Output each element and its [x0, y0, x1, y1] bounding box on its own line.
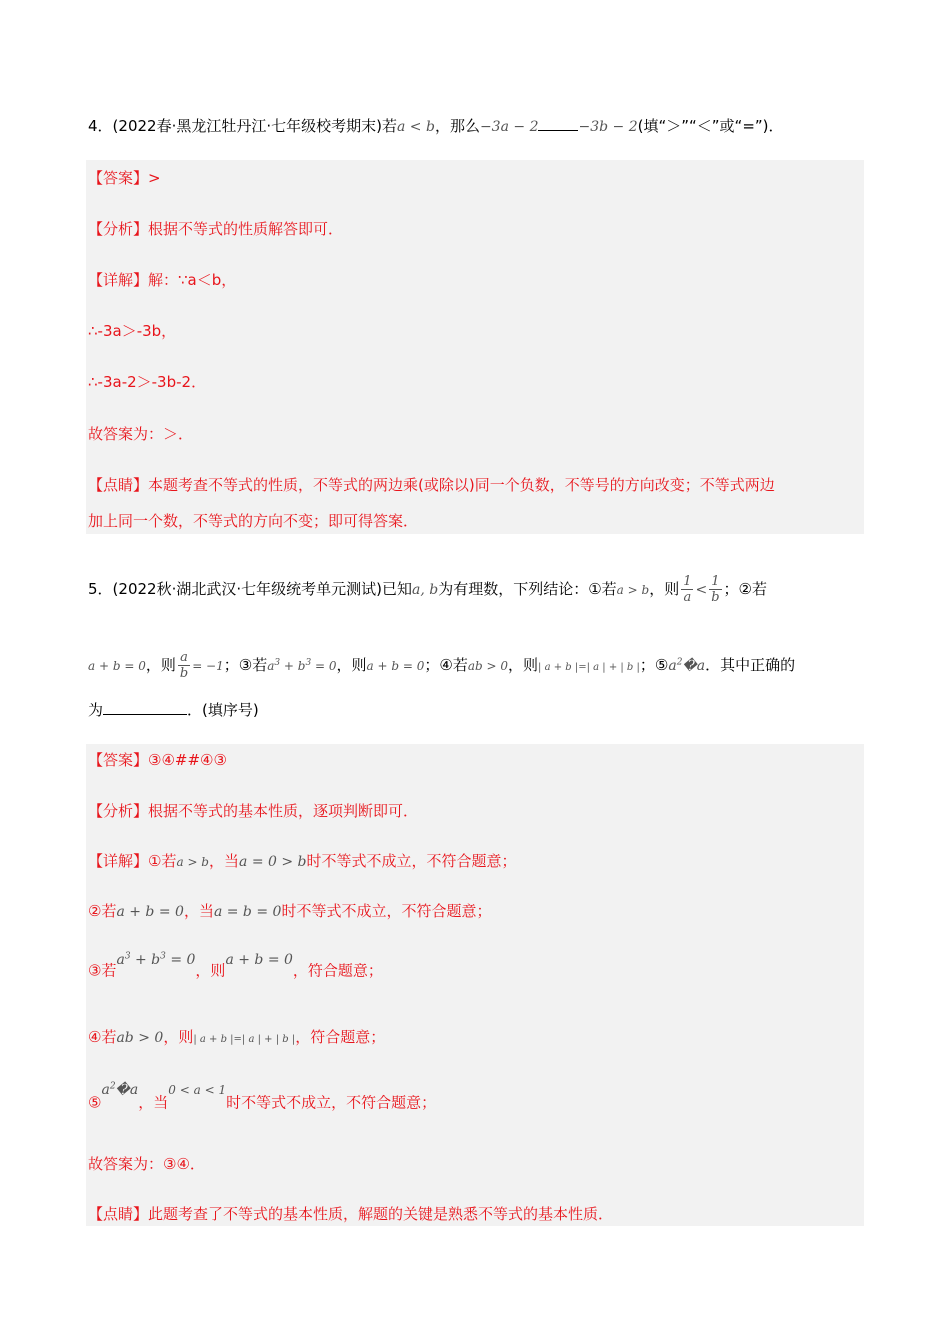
q5-d5c: a	[101, 1081, 110, 1098]
q5-frac-ab-num: a	[178, 650, 190, 666]
q4-detail-label: 【详解】	[88, 271, 149, 289]
q5-sep4: ；④若	[424, 656, 468, 674]
q5-detail-label: 【详解】	[88, 852, 149, 870]
q5-d3a: ③若	[88, 961, 117, 980]
q5-detail-2	[88, 901, 491, 922]
q5-frac-1b-num: 1	[709, 574, 721, 590]
q5-line2-end: ．其中正确的	[705, 656, 796, 674]
q5-d5f: 时不等式不成立，不符合题意；	[226, 1093, 437, 1112]
q5-c2: a + b = 0	[88, 659, 146, 673]
q5-detail-6: 故答案为：③④．	[88, 1155, 205, 1173]
q5-d3f: ，符合题意；	[292, 961, 383, 980]
q5-question-line3	[88, 700, 259, 720]
q5-number: 5．	[88, 580, 113, 598]
q5-detail-5	[88, 1081, 437, 1114]
q5-c3r: a + b = 0	[366, 659, 425, 673]
q5-analysis	[88, 801, 418, 821]
q5-then4: ，则	[508, 656, 539, 674]
q5-c5a: a	[668, 658, 677, 674]
q5-d1b: ，当	[209, 852, 240, 870]
q5-d5a: ⑤	[88, 1093, 102, 1112]
q5-question-line2	[88, 650, 795, 681]
q5-d3b: ，则	[195, 961, 226, 980]
q5-answer-blank	[103, 700, 187, 715]
q5-c3a: a	[267, 659, 275, 673]
q5-c5-symbol: �	[682, 658, 697, 674]
q5-then1: ，则	[649, 580, 680, 598]
q4-detail	[88, 270, 236, 290]
q5-d2c: a + b = 0	[116, 904, 184, 920]
q4-detail-2: ∴-3a＞-3b，	[88, 322, 177, 340]
q5-c3	[267, 659, 336, 673]
q5-answer-label: 【答案】	[88, 751, 149, 769]
q5-sep3: ；③若	[223, 656, 268, 674]
q5-analysis-label: 【分析】	[88, 802, 149, 820]
q5-then3: ，则	[336, 656, 367, 674]
q4-detail-4: 故答案为：＞．	[88, 425, 194, 443]
q5-d4f: ，符合题意；	[295, 1028, 386, 1046]
q4-instruction: (填“＞”“＜”或“=”)．	[637, 117, 784, 135]
q5-frac-1a-den: a	[683, 590, 692, 605]
q4-source: (2022春·黑龙江牡丹江·七年级校考期末)	[112, 117, 382, 135]
q5-d5r: 0 < a < 1	[168, 1082, 227, 1097]
q5-c4: ab > 0	[467, 659, 508, 673]
q5-comment-text: 此题考查了不等式的基本性质，解题的关键是熟悉不等式的基本性质．	[148, 1205, 614, 1223]
q5-lt: <	[695, 582, 708, 598]
q5-text-known: 已知	[381, 580, 412, 598]
q5-analysis-text: 根据不等式的基本性质，逐项判断即可．	[148, 802, 419, 820]
q4-comment-label: 【点睛】	[88, 476, 149, 494]
q4-condition: a < b	[396, 119, 435, 135]
q5-d2e: a = b = 0	[213, 904, 282, 920]
q5-c3c: = 0	[311, 659, 337, 673]
q4-answer	[88, 168, 161, 188]
q5-c3-exp1: 3	[274, 658, 281, 668]
q5-c3-exp2: 3	[305, 658, 312, 668]
q4-comment-1: 本题考查不等式的性质，不等式的两边乘(或除以)同一个负数，不等号的方向改变；不等式两边	[148, 476, 775, 494]
q5-d4c: ab > 0	[116, 1030, 164, 1046]
q5-d3-expr	[116, 952, 195, 968]
q5-d4a: ④若	[88, 1028, 117, 1046]
q5-source: (2022秋·湖北武汉·七年级统考单元测试)	[112, 580, 382, 598]
q4-comment	[88, 475, 775, 495]
q5-d4b: ，则	[163, 1028, 194, 1046]
q4-left-expr: −3a − 2	[479, 119, 539, 135]
q4-detail-1: 解：∵a＜b，	[148, 271, 237, 289]
q5-frac-1a-num: 1	[683, 574, 692, 589]
q5-detail-4	[88, 1027, 385, 1050]
q5-fill-instruction: ．(填序号)	[187, 701, 259, 719]
q5-d3d: + b	[130, 951, 161, 968]
q4-then: ，那么	[434, 117, 480, 135]
q5-c3b: + b	[280, 659, 306, 673]
q4-answer-blank	[538, 116, 578, 131]
q5-c4r: | a + b |=| a | + | b |	[538, 662, 640, 673]
q5-frac-1b	[709, 574, 721, 605]
q5-d2b: ，当	[183, 902, 214, 920]
q5-c1: a > b	[616, 583, 650, 597]
q5-d5-expr	[101, 1082, 138, 1098]
q5-detail-3	[88, 951, 383, 982]
q5-detail-1	[88, 851, 517, 872]
q5-then2: ，则	[145, 656, 176, 674]
q5-d4r: | a + b |=| a | + | b |	[193, 1034, 296, 1045]
q4-analysis	[88, 219, 343, 239]
q5-sep2: ；②若	[723, 580, 767, 598]
q5-answer-value: ③④##④③	[148, 751, 227, 769]
q5-d5b: ，当	[138, 1093, 169, 1112]
q5-d1f: 时不等式不成立，不符合题意；	[306, 852, 517, 870]
q4-detail-3: ∴-3a-2＞-3b-2．	[88, 373, 207, 391]
q5-ab: a, b	[411, 582, 439, 598]
q5-question-line1	[88, 574, 767, 605]
q5-wei: 为	[88, 701, 104, 719]
q5-d5-exp: 2	[109, 1081, 116, 1091]
q5-frac-ab	[178, 650, 190, 681]
q5-c2r: = −1	[192, 659, 224, 673]
q4-number: 4．	[88, 117, 113, 135]
q5-d3c: a	[116, 951, 125, 968]
q5-c5	[668, 658, 705, 674]
q5-d2a: ②若	[88, 902, 117, 920]
q5-text-conclusions: 为有理数，下列结论：①若	[438, 580, 617, 598]
q5-d1c: a > b	[176, 855, 209, 869]
q5-d2f: 时不等式不成立，不符合题意；	[281, 902, 492, 920]
q5-frac-ab-den: b	[179, 666, 189, 681]
q5-d1e: a = 0 > b	[239, 854, 307, 870]
q4-ruo: 若	[381, 117, 397, 135]
q5-d3-exp2: 3	[160, 951, 166, 961]
q5-c5c: a	[696, 658, 706, 674]
q5-d1a: ①若	[148, 852, 177, 870]
q5-d5e: a	[129, 1081, 139, 1098]
q5-d3r: a + b = 0	[225, 951, 293, 968]
q5-d5-symbol: �	[115, 1081, 130, 1098]
q5-comment-label: 【点睛】	[88, 1205, 149, 1223]
q4-answer-label: 【答案】	[88, 169, 149, 187]
q4-right-expr: −3b − 2	[578, 119, 638, 135]
q5-d3e: = 0	[165, 951, 196, 968]
q5-sep5: ；⑤	[639, 656, 669, 674]
q4-answer-value: >	[148, 169, 161, 187]
q5-comment	[88, 1204, 613, 1224]
q5-frac-1a	[681, 574, 693, 605]
q4-analysis-label: 【分析】	[88, 220, 149, 238]
q5-answer	[88, 750, 227, 770]
q4-analysis-text: 根据不等式的性质解答即可．	[148, 220, 344, 238]
q5-frac-1b-den: b	[711, 590, 720, 605]
q4-comment-2: 加上同一个数，不等式的方向不变；即可得答案．	[88, 512, 419, 530]
q5-d3-exp1: 3	[124, 951, 131, 961]
q5-c5-exp: 2	[676, 657, 683, 668]
q4-question	[88, 116, 784, 137]
